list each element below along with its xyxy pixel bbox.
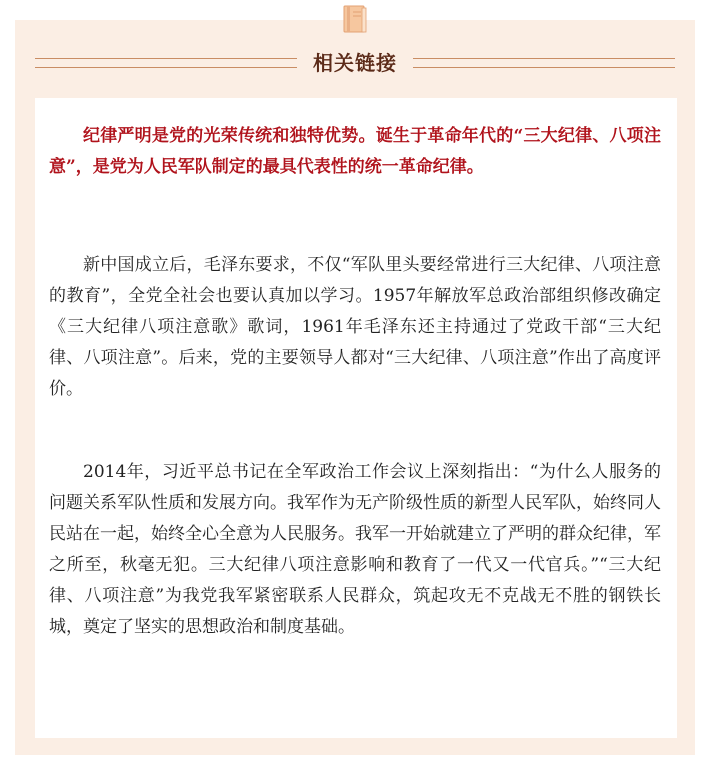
body-paragraph: 2014年，习近平总书记在全军政治工作会议上深刻指出：“为什么人服务的问题关系军队性质和发展方向。我军作为无产阶级性质的新型人民军队，始终同人民站在一起，始终全心全意为人民服务。我军一开始就建立了严明的群众纪律，军之所至，秋毫无犯。三大纪律八项注意影响和教育了一代又一代官兵。”“三大纪律、八项注意”为我党我军紧密联系人民群众，筑起攻无不克战无不胜的钢铁长城，奠定了坚实的思想政治和制度基础。: [49, 462, 661, 637]
lead-paragraph: 纪律严明是党的光荣传统和独特优势。诞生于革命年代的“三大纪律、八项注意”，是党为人民军队制定的最具代表性的统一革命纪律。: [49, 126, 661, 177]
section-title: 相关链接: [313, 51, 397, 75]
book-icon: [338, 2, 372, 36]
body-paragraph: 新中国成立后，毛泽东要求，不仅“军队里头要经常进行三大纪律、八项注意的教育”，全党全社会也要认真加以学习。1957年解放军总政治部组织修改确定《三大纪律八项注意歌》歌词，1961年毛泽东还主持通过了党政干部“三大纪律、八项注意”。后来，党的主要领导人都对“三大纪律、八项注意”作出了高度评价。: [49, 255, 661, 399]
header-divider-right: [413, 58, 675, 68]
header-divider-left: [35, 58, 297, 68]
